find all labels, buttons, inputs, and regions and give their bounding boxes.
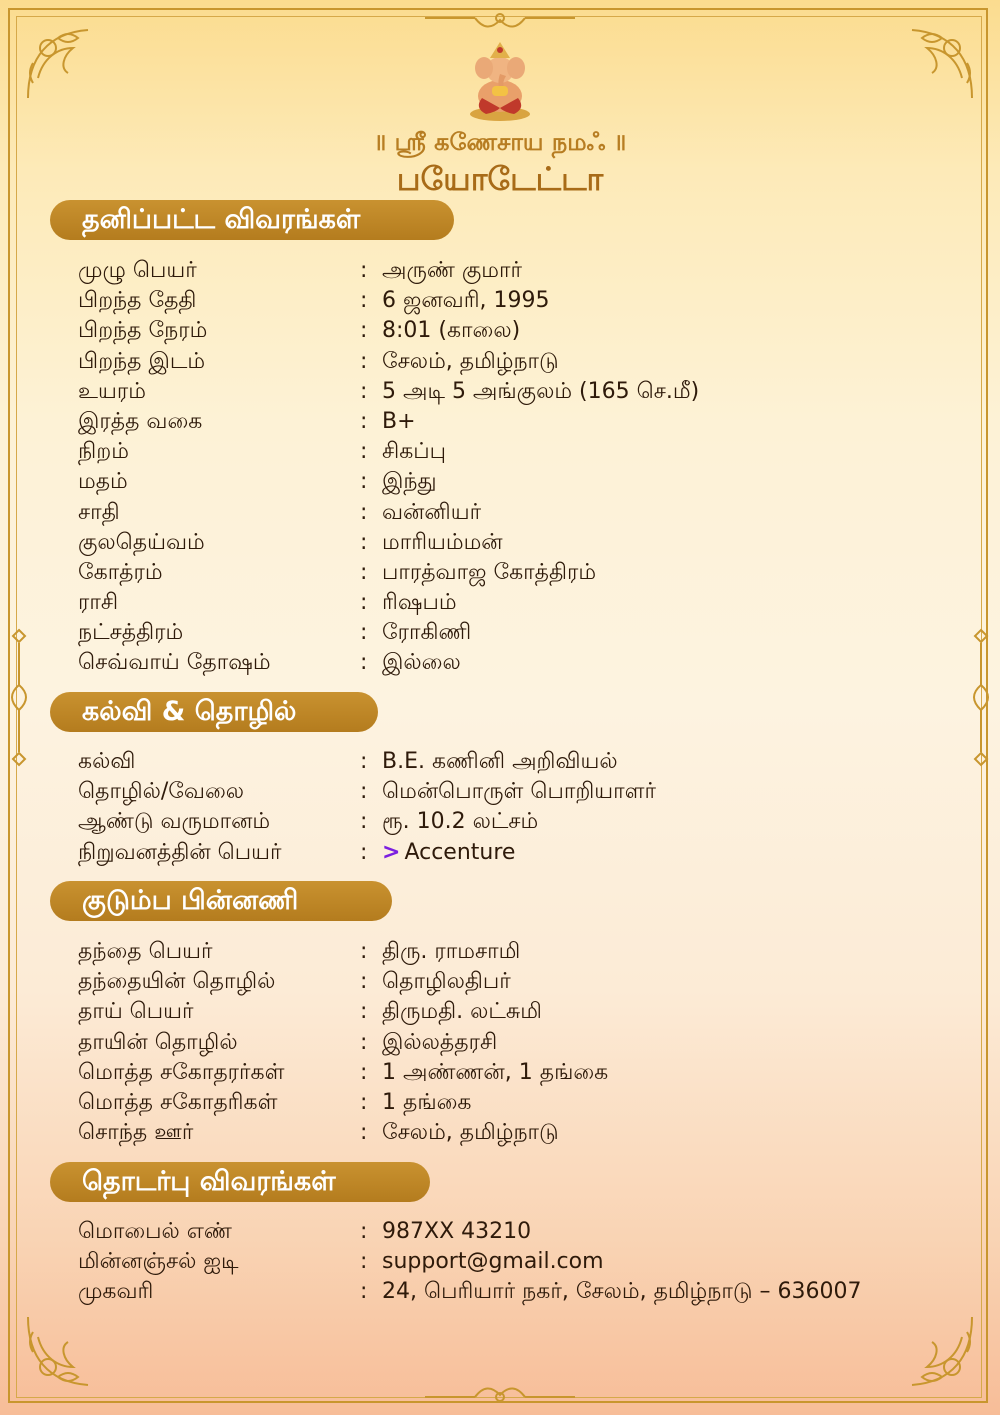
detail-row: பிறந்த இடம் : சேலம், தமிழ்நாடு <box>78 347 958 377</box>
detail-label: நட்சத்திரம் <box>78 620 184 646</box>
detail-value: இந்து <box>382 469 437 495</box>
detail-value: 24, பெரியார் நகர், சேலம், தமிழ்நாடு – 636007 <box>382 1279 862 1305</box>
detail-row: குலதெய்வம் : மாரியம்மன் <box>78 528 958 558</box>
detail-row: ஆண்டு வருமானம் : ரூ. 10.2 லட்சம் <box>78 807 958 837</box>
detail-row: தாய் பெயர் : திருமதி. லட்சுமி <box>78 997 958 1027</box>
detail-value: இல்லத்தரசி <box>382 1029 498 1055</box>
detail-value: அருண் குமார் <box>382 258 522 283</box>
detail-row: ராசி : ரிஷபம் <box>78 588 958 618</box>
floral-corner-icon <box>18 18 108 108</box>
detail-label: இரத்த வகை <box>78 408 203 434</box>
detail-label: ராசி <box>78 590 119 616</box>
detail-value: வன்னியர் <box>382 499 482 525</box>
detail-value: சேலம், தமிழ்நாடு <box>382 1120 559 1146</box>
detail-value: B+ <box>382 408 416 434</box>
detail-row: பிறந்த தேதி : 6 ஜனவரி, 1995 <box>78 286 958 316</box>
detail-label: முகவரி <box>78 1279 154 1305</box>
detail-label: தொழில்/வேலை <box>78 779 245 805</box>
detail-label: குலதெய்வம் <box>78 529 205 555</box>
detail-value: சேலம், தமிழ்நாடு <box>382 348 559 374</box>
detail-label: கோத்ரம் <box>78 559 163 585</box>
section-header-family: குடும்ப பின்னணி <box>50 881 392 921</box>
detail-value: தொழிலதிபர் <box>382 969 511 995</box>
detail-row: தொழில்/வேலை : மென்பொருள் பொறியாளர் <box>78 777 958 807</box>
detail-value: ரிஷபம் <box>382 590 457 616</box>
side-flourish-icon <box>966 625 996 770</box>
detail-label: நிறுவனத்தின் பெயர் <box>78 839 282 865</box>
detail-row: கோத்ரம் : பாரத்வாஜ கோத்திரம் <box>78 558 958 588</box>
detail-row: மதம் : இந்து <box>78 467 958 497</box>
detail-label: சாதி <box>78 499 120 525</box>
detail-row: மொபைல் எண் : 987XX 43210 <box>78 1217 958 1247</box>
family-background-list <box>78 937 958 1148</box>
detail-value: 6 ஜனவரி, 1995 <box>382 288 550 314</box>
detail-value: மாரியம்மன் <box>382 529 503 555</box>
detail-label: பிறந்த நேரம் <box>78 318 208 344</box>
personal-details-list <box>78 256 958 679</box>
section-header-contact: தொடர்பு விவரங்கள் <box>50 1162 430 1202</box>
detail-value: 5 அடி 5 அங்குலம் (165 செ.மீ) <box>382 378 700 404</box>
detail-value: 1 அண்ணன், 1 தங்கை <box>382 1059 609 1085</box>
detail-value: 987XX 43210 <box>382 1219 532 1244</box>
detail-label: சொந்த ஊர் <box>78 1120 194 1146</box>
detail-row: மின்னஞ்சல் ஐடி : support@gmail.com <box>78 1247 958 1277</box>
detail-value: இல்லை <box>382 650 461 676</box>
detail-label: செவ்வாய் தோஷம் <box>78 650 271 676</box>
detail-label: முழு பெயர் <box>78 258 197 283</box>
detail-value: திரு. ராமசாமி <box>382 939 521 964</box>
top-flourish-icon <box>420 8 580 38</box>
detail-value: B.E. கணினி அறிவியல் <box>382 749 618 774</box>
detail-row: செவ்வாய் தோஷம் : இல்லை <box>78 648 958 678</box>
detail-row: நட்சத்திரம் : ரோகிணி <box>78 618 958 648</box>
detail-label: மொத்த சகோதரர்கள் <box>78 1059 285 1085</box>
detail-label: மதம் <box>78 469 128 495</box>
detail-row: முழு பெயர் : அருண் குமார் <box>78 256 958 286</box>
detail-label: தாயின் தொழில் <box>78 1029 238 1055</box>
detail-label: நிறம் <box>78 439 129 465</box>
section-header-education: கல்வி & தொழில் <box>50 692 378 732</box>
detail-row: தந்தை பெயர் : திரு. ராமசாமி <box>78 937 958 967</box>
side-flourish-icon <box>4 625 34 770</box>
detail-label: மொபைல் எண் <box>78 1219 232 1244</box>
floral-corner-icon <box>892 18 982 108</box>
floral-corner-icon <box>18 1307 108 1397</box>
detail-row: நிறுவனத்தின் பெயர் : > Accenture <box>78 838 958 868</box>
detail-label: தாய் பெயர் <box>78 999 194 1025</box>
detail-row: சாதி : வன்னியர் <box>78 498 958 528</box>
detail-label: ஆண்டு வருமானம் <box>78 809 271 835</box>
section-header-personal: தனிப்பட்ட விவரங்கள் <box>50 200 454 240</box>
detail-value: 8:01 (காலை) <box>382 318 521 344</box>
detail-value: திருமதி. லட்சுமி <box>382 999 542 1025</box>
detail-row: தாயின் தொழில் : இல்லத்தரசி <box>78 1028 958 1058</box>
detail-label: உயரம் <box>78 378 146 404</box>
detail-row: நிறம் : சிகப்பு <box>78 437 958 467</box>
detail-value: 1 தங்கை <box>382 1089 472 1115</box>
detail-value: பாரத்வாஜ கோத்திரம் <box>382 559 597 585</box>
detail-label: பிறந்த தேதி <box>78 288 197 314</box>
detail-value: ரூ. 10.2 லட்சம் <box>382 809 539 835</box>
detail-value <box>382 838 515 868</box>
detail-value: ரோகிணி <box>382 620 472 646</box>
detail-label: பிறந்த இடம் <box>78 348 206 374</box>
detail-row: கல்வி : B.E. கணினி அறிவியல் <box>78 747 958 777</box>
page-title: பயோடேட்டா <box>396 160 604 198</box>
detail-row: மொத்த சகோதரர்கள் : 1 அண்ணன், 1 தங்கை <box>78 1058 958 1088</box>
detail-label: மொத்த சகோதரிகள் <box>78 1089 278 1115</box>
ganesha-icon <box>462 40 538 122</box>
contact-details-list <box>78 1217 958 1308</box>
detail-row: இரத்த வகை : B+ <box>78 407 958 437</box>
detail-row: சொந்த ஊர் : சேலம், தமிழ்நாடு <box>78 1118 958 1148</box>
detail-value: support@gmail.com <box>382 1249 604 1275</box>
accenture-chevron-icon: > <box>382 839 401 865</box>
detail-label: மின்னஞ்சல் ஐடி <box>78 1249 239 1275</box>
detail-label: கல்வி <box>78 749 136 774</box>
detail-row: முகவரி : 24, பெரியார் நகர், சேலம், தமிழ்நாடு – 636007 <box>78 1277 958 1307</box>
invocation-text: ॥ ஸ்ரீ கணேசாய நமஃ ॥ <box>373 128 627 156</box>
detail-row: உயரம் : 5 அடி 5 அங்குலம் (165 செ.மீ) <box>78 377 958 407</box>
company-name: Accenture <box>404 839 516 865</box>
floral-corner-icon <box>892 1307 982 1397</box>
bottom-flourish-icon <box>420 1377 580 1407</box>
detail-row: பிறந்த நேரம் : 8:01 (காலை) <box>78 316 958 346</box>
detail-label: தந்தை பெயர் <box>78 939 213 964</box>
detail-row: தந்தையின் தொழில் : தொழிலதிபர் <box>78 967 958 997</box>
detail-row: மொத்த சகோதரிகள் : 1 தங்கை <box>78 1088 958 1118</box>
detail-value: மென்பொருள் பொறியாளர் <box>382 779 657 805</box>
detail-value: சிகப்பு <box>382 439 447 465</box>
detail-label: தந்தையின் தொழில் <box>78 969 276 995</box>
education-career-list <box>78 747 958 868</box>
